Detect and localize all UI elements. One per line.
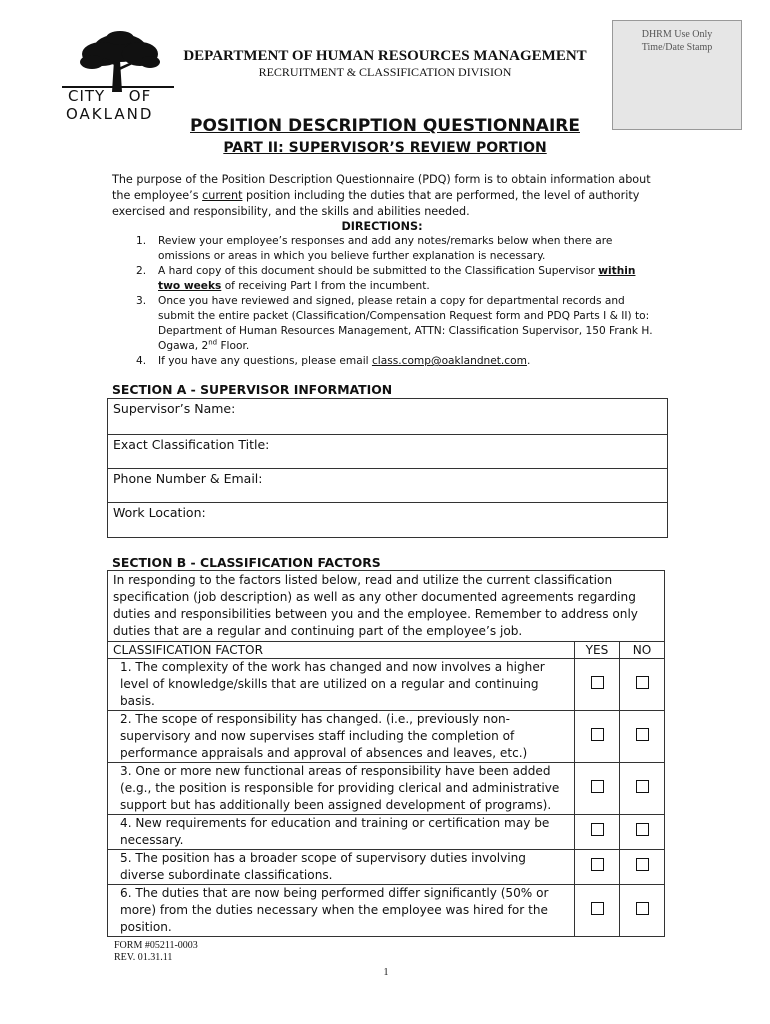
factor-text: 1. The complexity of the work has changed and now involves a higher level of knowledge/skills that are utilized on a regular and continuing basis.	[108, 659, 575, 711]
email-link[interactable]: class.comp@oaklandnet.com	[371, 355, 527, 367]
factor-5-no-checkbox[interactable]	[636, 858, 649, 871]
factor-row	[108, 659, 665, 711]
directions-list	[112, 234, 657, 369]
direction-number: 3.	[136, 295, 147, 307]
direction-text: Review your employee’s responses and add any notes/remarks below when there are omissions or areas in which you believe further explanation is necessary.	[158, 235, 613, 262]
factor-text: 4. New requirements for education and training or certification may be necessary.	[108, 815, 575, 850]
purpose-text-before: The purpose of the Position Description Questionnaire (PDQ) form is to obtain information about the employee’s	[112, 173, 651, 202]
direction-item	[112, 354, 657, 369]
factor-2-yes-checkbox[interactable]	[591, 728, 604, 741]
direction-superscript: nd	[208, 338, 218, 347]
factor-6-no-checkbox[interactable]	[636, 902, 649, 915]
factor-column-header: CLASSIFICATION FACTOR	[108, 642, 575, 659]
revision-date: REV. 01.31.11	[114, 952, 173, 963]
factor-text: 6. The duties that are now being performed differ significantly (50% or more) from the duties necessary when the employee was hired for the position.	[108, 885, 575, 937]
direction-text: .	[526, 355, 531, 367]
factor-row	[108, 850, 665, 885]
yes-column-header: YES	[575, 642, 620, 659]
stamp-line-2: Time/Date Stamp	[641, 42, 713, 53]
factor-text: 2. The scope of responsibility has changed. (i.e., previously non-supervisory and now supervises staff including the completion of performance appraisals and approval of absences and leaves, etc.)	[108, 711, 575, 763]
factor-1-yes-checkbox[interactable]	[591, 676, 604, 689]
stamp-line-1: DHRM Use Only	[641, 29, 713, 40]
factor-2-no-checkbox[interactable]	[636, 728, 649, 741]
classification-factors-table	[107, 570, 665, 937]
logo-of-word: OF	[128, 87, 152, 105]
factor-3-no-checkbox[interactable]	[636, 780, 649, 793]
purpose-underlined-word: current	[202, 189, 243, 202]
factor-4-no-checkbox[interactable]	[636, 823, 649, 836]
factor-1-no-checkbox[interactable]	[636, 676, 649, 689]
factor-row	[108, 711, 665, 763]
factor-4-yes-checkbox[interactable]	[591, 823, 604, 836]
direction-item	[112, 294, 657, 354]
section-b-intro: In responding to the factors listed below, read and utilize the current classification specification (job description) as well as any other documented agreements regarding duties and responsibilities between you and the employee. Remember to address only duties that are a regular and continuing part of the employee’s job.	[108, 571, 665, 642]
logo-oakland-word: OAKLAND	[66, 105, 154, 123]
oak-tree-icon	[62, 30, 174, 92]
factor-row	[108, 885, 665, 937]
direction-item	[112, 264, 657, 294]
page-number: 1	[383, 967, 389, 978]
direction-number: 1.	[136, 235, 147, 247]
direction-text: If you have any questions, please email	[158, 355, 372, 367]
phone-email-field[interactable]: Phone Number & Email:	[108, 469, 668, 503]
direction-text: Floor.	[217, 340, 250, 352]
factor-6-yes-checkbox[interactable]	[591, 902, 604, 915]
work-location-field[interactable]: Work Location:	[108, 503, 668, 538]
logo-city-word: CITY	[68, 87, 106, 105]
supervisor-name-field[interactable]: Supervisor’s Name:	[108, 399, 668, 435]
classification-title-field[interactable]: Exact Classification Title:	[108, 435, 668, 469]
direction-number: 2.	[136, 265, 147, 277]
page-title: POSITION DESCRIPTION QUESTIONNAIRE	[190, 116, 580, 136]
factor-text: 5. The position has a broader scope of supervisory duties involving diverse subordinate classifications.	[108, 850, 575, 885]
section-a-heading: SECTION A - SUPERVISOR INFORMATION	[112, 382, 393, 397]
direction-text: A hard copy of this document should be submitted to the Classification Supervisor	[158, 265, 599, 277]
department-name: DEPARTMENT OF HUMAN RESOURCES MANAGEMENT	[183, 48, 587, 64]
direction-deadline: within two weeks	[158, 265, 636, 292]
logo-city-line	[68, 88, 174, 104]
direction-number: 4.	[136, 355, 147, 367]
section-b-heading: SECTION B - CLASSIFICATION FACTORS	[112, 555, 381, 570]
division-name: RECRUITMENT & CLASSIFICATION DIVISION	[258, 65, 512, 79]
no-column-header: NO	[620, 642, 665, 659]
dhrm-stamp-box	[612, 20, 742, 130]
factor-5-yes-checkbox[interactable]	[591, 858, 604, 871]
factor-text: 3. One or more new functional areas of responsibility have been added (e.g., the position is responsible for providing clerical and administrative support but has additionally been assigned development of programs).	[108, 763, 575, 815]
direction-text: of receiving Part I from the incumbent.	[221, 280, 430, 292]
direction-text: Once you have reviewed and signed, please retain a copy for departmental records and submit the entire packet (Classification/Compensation Request form and PDQ Parts I & II) to: Department of Human Resources Management, ATTN: Classification Supervisor, 150 Frank H. Ogawa, 2	[158, 295, 653, 352]
purpose-paragraph	[112, 172, 652, 220]
page-subtitle: PART II: SUPERVISOR’S REVIEW PORTION	[223, 140, 547, 156]
factor-row	[108, 815, 665, 850]
factor-row	[108, 763, 665, 815]
city-of-oakland-logo	[62, 30, 174, 130]
purpose-text-after: position including the duties that are performed, the level of authority exercised and responsibility, and the skills and abilities needed.	[112, 189, 640, 218]
form-number: FORM #05211-0003	[114, 940, 198, 951]
direction-item	[112, 234, 657, 264]
directions-heading: DIRECTIONS:	[341, 220, 423, 233]
factor-3-yes-checkbox[interactable]	[591, 780, 604, 793]
supervisor-info-table	[107, 398, 668, 538]
